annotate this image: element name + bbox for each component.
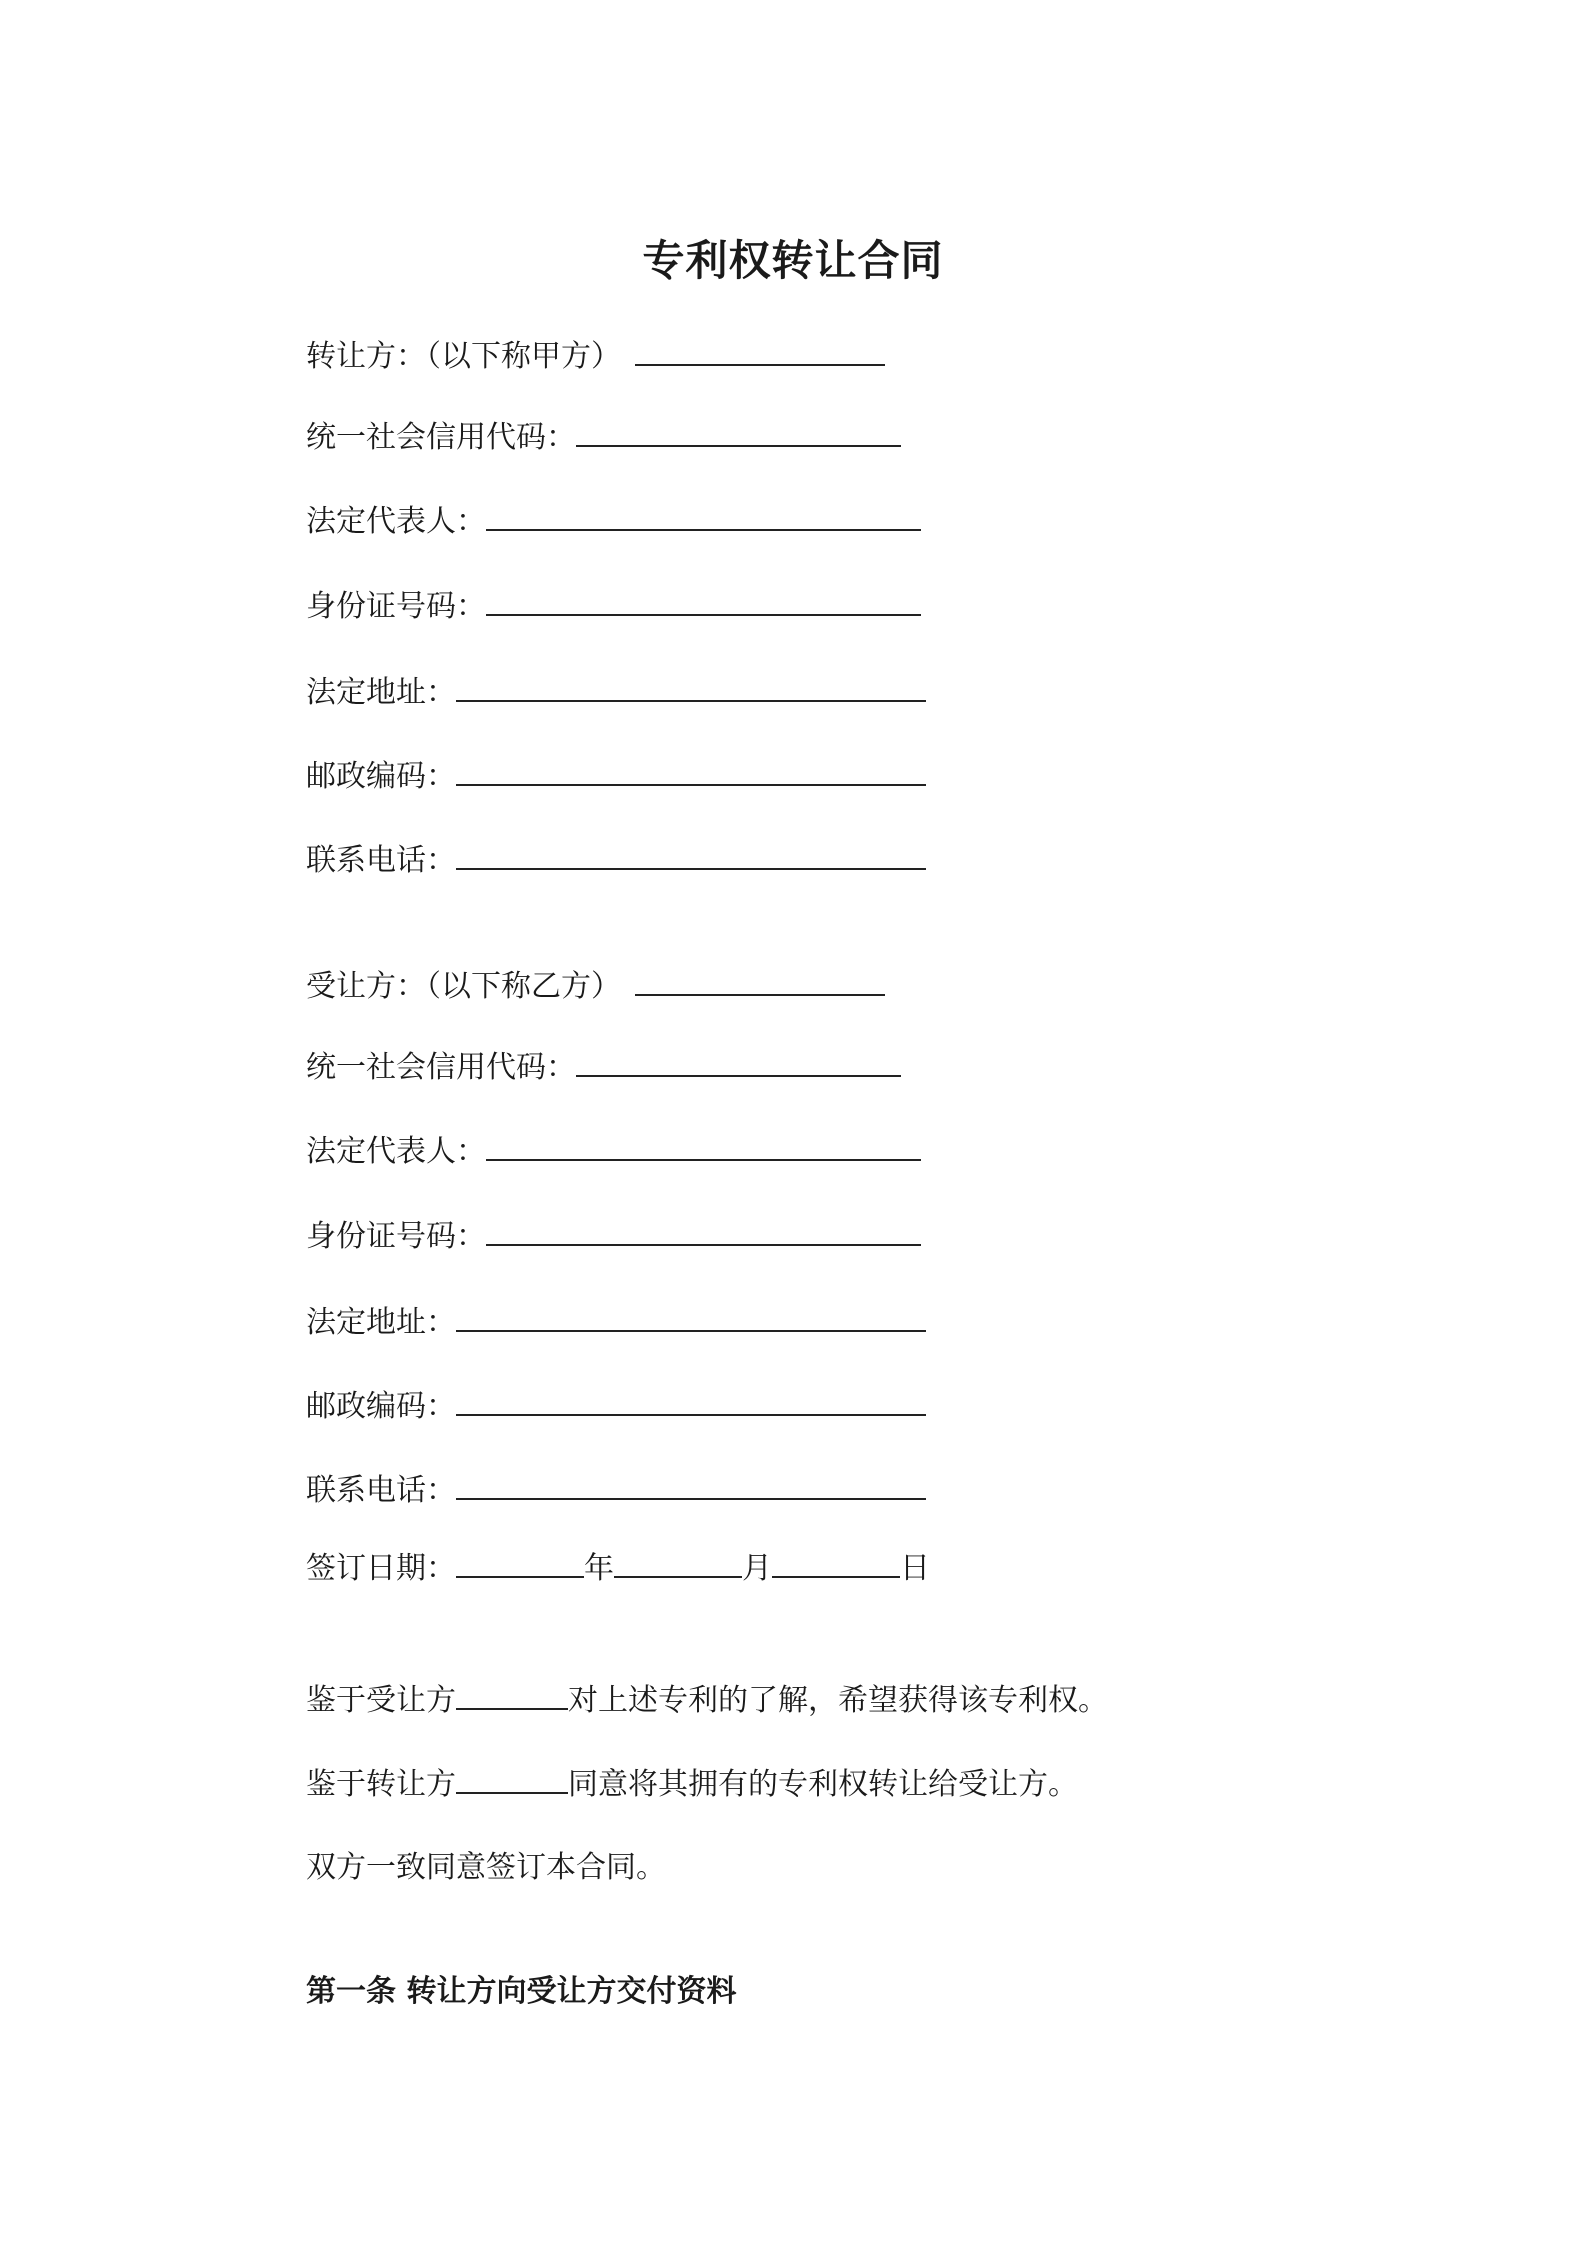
party-a-address-row [306,672,926,713]
recital-1-prefix: 鉴于受让方 [306,1683,456,1718]
party-a-phone-label: 联系电话： [306,843,456,878]
recital-3-text: 双方一致同意签订本合同。 [306,1850,666,1885]
signing-date-row [306,1548,930,1589]
party-b-postcode-blank[interactable] [456,1386,926,1416]
party-a-legal-rep-blank[interactable] [486,501,921,531]
party-b-address-label: 法定地址： [306,1305,456,1340]
party-b-credit-code-blank[interactable] [576,1047,901,1077]
party-a-postcode-label: 邮政编码： [306,759,456,794]
party-b-address-blank[interactable] [456,1302,926,1332]
document-title: 专利权转让合同 [642,236,944,285]
recital-3 [306,1848,666,1888]
party-b-id-blank[interactable] [486,1216,921,1246]
article-1-heading: 第一条 转让方向受让方交付资料 [306,1974,737,2009]
signing-month-blank[interactable] [614,1548,742,1578]
signing-day-blank[interactable] [772,1548,900,1578]
party-b-legal-rep-label: 法定代表人： [306,1134,486,1169]
party-a-address-label: 法定地址： [306,675,456,710]
signing-month-label: 月 [742,1551,772,1586]
party-a-phone-blank[interactable] [456,840,926,870]
party-a-id-row [306,586,921,627]
party-a-name-blank[interactable] [635,336,885,366]
party-b-phone-row [306,1470,926,1511]
party-a-id-label: 身份证号码： [306,589,486,624]
party-b-address-row [306,1302,926,1343]
recital-1-suffix: 对上述专利的了解，希望获得该专利权。 [568,1683,1108,1718]
party-b-phone-blank[interactable] [456,1470,926,1500]
party-b-postcode-label: 邮政编码： [306,1389,456,1424]
party-b-id-row [306,1216,921,1257]
party-b-credit-code-row [306,1047,901,1088]
party-a-postcode-row [306,756,926,797]
party-a-credit-code-blank[interactable] [576,417,901,447]
recital-2 [306,1764,1078,1805]
party-a-row [306,336,885,377]
recital-1 [306,1680,1108,1721]
party-b-name-blank[interactable] [635,966,885,996]
party-b-label: 受让方：（以下称乙方） [306,969,621,1004]
party-a-credit-code-row [306,417,901,458]
party-b-postcode-row [306,1386,926,1427]
party-a-legal-rep-row [306,501,921,542]
party-b-legal-rep-row [306,1131,921,1172]
party-a-phone-row [306,840,926,881]
party-a-id-blank[interactable] [486,586,921,616]
signing-date-label: 签订日期： [306,1551,456,1586]
party-a-credit-code-label: 统一社会信用代码： [306,420,576,455]
signing-year-blank[interactable] [456,1548,584,1578]
party-a-label: 转让方：（以下称甲方） [306,339,621,374]
party-b-phone-label: 联系电话： [306,1473,456,1508]
recital-2-blank[interactable] [456,1764,568,1794]
party-b-credit-code-label: 统一社会信用代码： [306,1050,576,1085]
party-a-legal-rep-label: 法定代表人： [306,504,486,539]
signing-day-label: 日 [900,1551,930,1586]
party-b-id-label: 身份证号码： [306,1219,486,1254]
party-b-legal-rep-blank[interactable] [486,1131,921,1161]
recital-2-suffix: 同意将其拥有的专利权转让给受让方。 [568,1767,1078,1802]
recital-2-prefix: 鉴于转让方 [306,1767,456,1802]
party-a-postcode-blank[interactable] [456,756,926,786]
signing-year-label: 年 [584,1551,614,1586]
recital-1-blank[interactable] [456,1680,568,1710]
party-b-row [306,966,885,1007]
party-a-address-blank[interactable] [456,672,926,702]
